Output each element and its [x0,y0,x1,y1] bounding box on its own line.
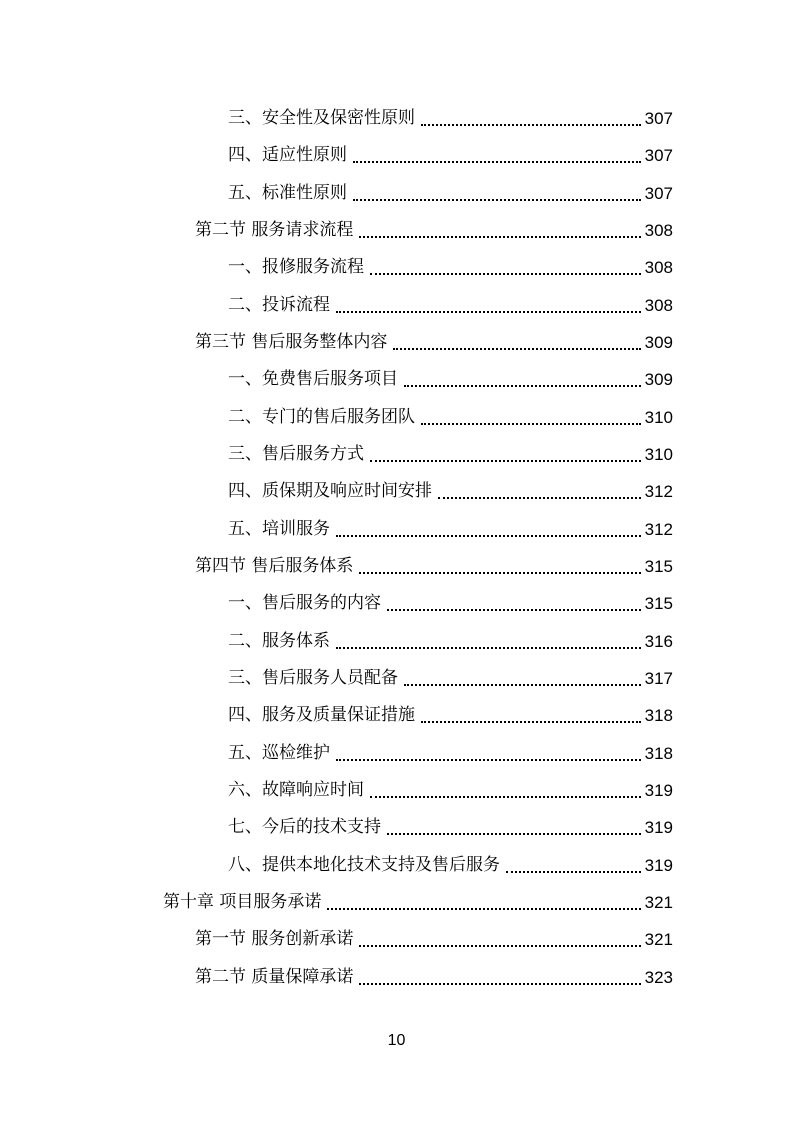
toc-entry-label: 四、服务及质量保证措施 [228,705,415,725]
toc-entry-label: 第四节 售后服务体系 [195,556,354,576]
toc-entry-page: 309 [644,333,673,352]
toc-entry[interactable] [195,324,673,361]
toc-entry-page: 307 [644,109,673,128]
toc-entry[interactable] [228,772,673,809]
toc-entry-label: 第十章 项目服务承诺 [163,892,322,912]
toc-leader-dots [336,310,641,313]
toc-entry[interactable] [228,473,673,510]
toc-entry-page: 321 [644,930,673,949]
toc-entry[interactable] [228,100,673,137]
toc-leader-dots [393,347,640,350]
toc-leader-dots [359,571,640,574]
toc-entry-page: 315 [644,557,673,576]
toc-entry[interactable] [195,921,673,958]
toc-entry-label: 一、免费售后服务项目 [228,369,398,389]
toc-entry-page: 308 [644,258,673,277]
toc-entry-page: 317 [644,669,673,688]
toc-entry-page: 319 [644,781,673,800]
toc-leader-dots [327,907,640,910]
toc-entry-page: 307 [644,184,673,203]
toc-leader-dots [353,198,641,201]
toc-entry-page: 309 [644,370,673,389]
toc-leader-dots [359,982,640,985]
toc-entry-label: 二、服务体系 [228,631,330,651]
toc-entry[interactable] [228,249,673,286]
toc-entry-label: 一、售后服务的内容 [228,593,381,613]
toc-entry-page: 310 [644,408,673,427]
toc-leader-dots [359,944,640,947]
toc-entry-page: 312 [644,482,673,501]
toc-leader-dots [353,160,641,163]
toc-entry[interactable] [195,959,673,996]
toc-entry[interactable] [228,847,673,884]
toc-entry[interactable] [163,884,673,921]
toc-entry[interactable] [195,548,673,585]
toc-entry-page: 323 [644,968,673,987]
page-number: 10 [387,1032,406,1049]
toc-entry-label: 二、投诉流程 [228,295,330,315]
toc-leader-dots [336,758,641,761]
toc-entry-page: 308 [644,296,673,315]
toc-entry[interactable] [228,585,673,622]
toc-leader-dots [370,795,641,798]
toc-entry-label: 第二节 质量保障承诺 [195,967,354,987]
toc-entry-label: 第二节 服务请求流程 [195,220,354,240]
toc-entry[interactable] [228,697,673,734]
toc-entry[interactable] [228,436,673,473]
toc-entry[interactable] [228,175,673,212]
toc-entry-page: 308 [644,221,673,240]
toc-leader-dots [438,496,641,499]
toc-entry-label: 三、售后服务人员配备 [228,668,398,688]
toc-entry-page: 318 [644,744,673,763]
toc-entry-label: 三、售后服务方式 [228,444,364,464]
toc-leader-dots [387,832,641,835]
toc-entry[interactable] [228,511,673,548]
toc-entry-page: 316 [644,632,673,651]
toc-entry-page: 315 [644,594,673,613]
toc-leader-dots [370,459,641,462]
toc-leader-dots [336,646,641,649]
toc-entry[interactable] [228,361,673,398]
toc-entry-label: 四、适应性原则 [228,145,347,165]
toc-entry-label: 四、质保期及响应时间安排 [228,481,432,501]
toc-leader-dots [336,534,641,537]
toc-entry-label: 五、巡检维护 [228,743,330,763]
toc-leader-dots [387,608,641,611]
toc-leader-dots [404,384,641,387]
toc-entry[interactable] [228,735,673,772]
toc-entry-label: 七、今后的技术支持 [228,817,381,837]
toc-entry[interactable] [228,287,673,324]
toc-leader-dots [506,870,641,873]
toc-entry-label: 五、标准性原则 [228,183,347,203]
toc-entry-label: 一、报修服务流程 [228,257,364,277]
toc-entry-page: 319 [644,856,673,875]
toc-entry-page: 312 [644,520,673,539]
toc-leader-dots [421,123,641,126]
toc-entry-label: 五、培训服务 [228,519,330,539]
toc-entry-page: 319 [644,818,673,837]
toc-leader-dots [421,422,641,425]
toc-entry-label: 第一节 服务创新承诺 [195,929,354,949]
toc-entry[interactable] [228,623,673,660]
toc-entry[interactable] [228,660,673,697]
toc-entry-page: 318 [644,706,673,725]
toc-entry-label: 三、安全性及保密性原则 [228,108,415,128]
toc-entry[interactable] [228,399,673,436]
toc-leader-dots [370,272,641,275]
toc-entry-label: 八、提供本地化技术支持及售后服务 [228,855,500,875]
toc-entry-label: 二、专门的售后服务团队 [228,407,415,427]
toc-entry[interactable] [195,212,673,249]
toc-entry[interactable] [228,137,673,174]
toc-leader-dots [404,683,641,686]
toc-entry-page: 321 [644,893,673,912]
toc-entry-page: 310 [644,445,673,464]
toc-entry-label: 第三节 售后服务整体内容 [195,332,388,352]
toc-leader-dots [359,235,640,238]
toc-entry-page: 307 [644,146,673,165]
toc-entry-label: 六、故障响应时间 [228,780,364,800]
toc-leader-dots [421,720,641,723]
toc-entry[interactable] [228,809,673,846]
